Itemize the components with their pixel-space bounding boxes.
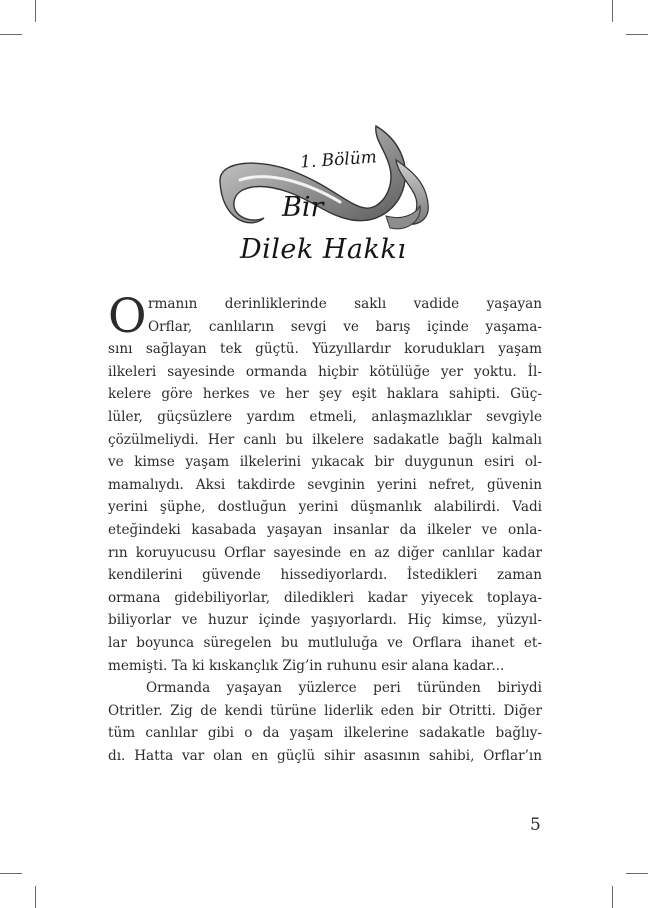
text-line: lar boyunca süregelen bu mutluluğa ve Orflara ihanet et-	[108, 634, 542, 651]
text-line: ormana gidebiliyorlar, diledikleri kadar yiyecek toplaya-	[108, 589, 542, 606]
text-line: mamalıydı. Aksi takdirde sevginin yerini nefret, güvenin	[108, 476, 542, 493]
text-line: memişti. Ta ki kıskançlık Zig’in ruhunu esir alana kadar...	[108, 657, 505, 674]
text-line: Orflar, canlıların sevgi ve barış içinde yaşama-	[148, 318, 542, 335]
crop-mark-top-right-h	[626, 34, 648, 35]
text-line: tüm canlılar gibi o da yaşam ilkelerine sadakatle bağlıy-	[108, 725, 542, 742]
page-number: 5	[530, 815, 541, 835]
text-line: lüler, güçsüzlere yardım etmeli, anlaşmazlıklar sevgiyle	[108, 408, 542, 425]
text-line: ilkeleri sayesinde ormanda hiçbir kötülüğe yer yoktu. İl-	[108, 363, 542, 380]
text-line: çözülmeliydi. Her canlı bu ilkelere sadakatle bağlı kalmalı	[108, 431, 542, 448]
chapter-title-line-2: Dilek Hakkı	[240, 234, 407, 265]
text-line: rmanın derinliklerinde saklı vadide yaşayan	[148, 296, 542, 312]
crop-mark-top-right	[612, 0, 613, 22]
text-line: Ormanda yaşayan yüzlerce peri türünden biriydi	[146, 680, 542, 697]
text-line: rın koruyucusu Orflar sayesinde en az diğer canlılar kadar	[108, 544, 542, 561]
text-line: Otritler. Zig de kendi türüne liderlik eden bir Otritti. Diğer	[108, 702, 542, 719]
crop-mark-top-left	[35, 0, 36, 22]
text-line: kendilerini güvende hissediyorlardı. İstedikleri zaman	[108, 567, 542, 584]
crop-mark-top-left-h	[0, 34, 22, 35]
text-line: ve kimse yaşam ilkelerini yıkacak bir duygunun esiri ol-	[108, 454, 542, 471]
text-line: eteğindeki kasabada yaşayan insanlar da ilkeler ve onla-	[108, 521, 542, 538]
text-line: yerini şüphe, dostluğun yerini düşmanlık alabilirdi. Vadi	[108, 499, 542, 516]
crop-mark-bottom-left-h	[0, 873, 22, 874]
crop-mark-bottom-left	[35, 886, 36, 908]
chapter-number: 1. Bölüm	[299, 147, 378, 173]
drop-cap: O	[108, 289, 147, 344]
crop-mark-bottom-right	[612, 886, 613, 908]
text-line: dı. Hatta var olan en güçlü sihir asasının sahibi, Orflar’ın	[108, 747, 542, 764]
text-line: biliyorlar ve huzur içinde yaşıyorlardı. Hiç kimse, yüzyıl-	[108, 612, 542, 629]
body-text	[108, 289, 542, 767]
text-line: kelere göre herkes ve her şey eşit haklara sahipti. Güç-	[108, 386, 542, 403]
text-line: sını sağlayan tek güçtü. Yüzyıllardır korudukları yaşam	[108, 341, 542, 358]
crop-mark-bottom-right-h	[626, 873, 648, 874]
chapter-title-line-1: Bir	[282, 192, 324, 223]
